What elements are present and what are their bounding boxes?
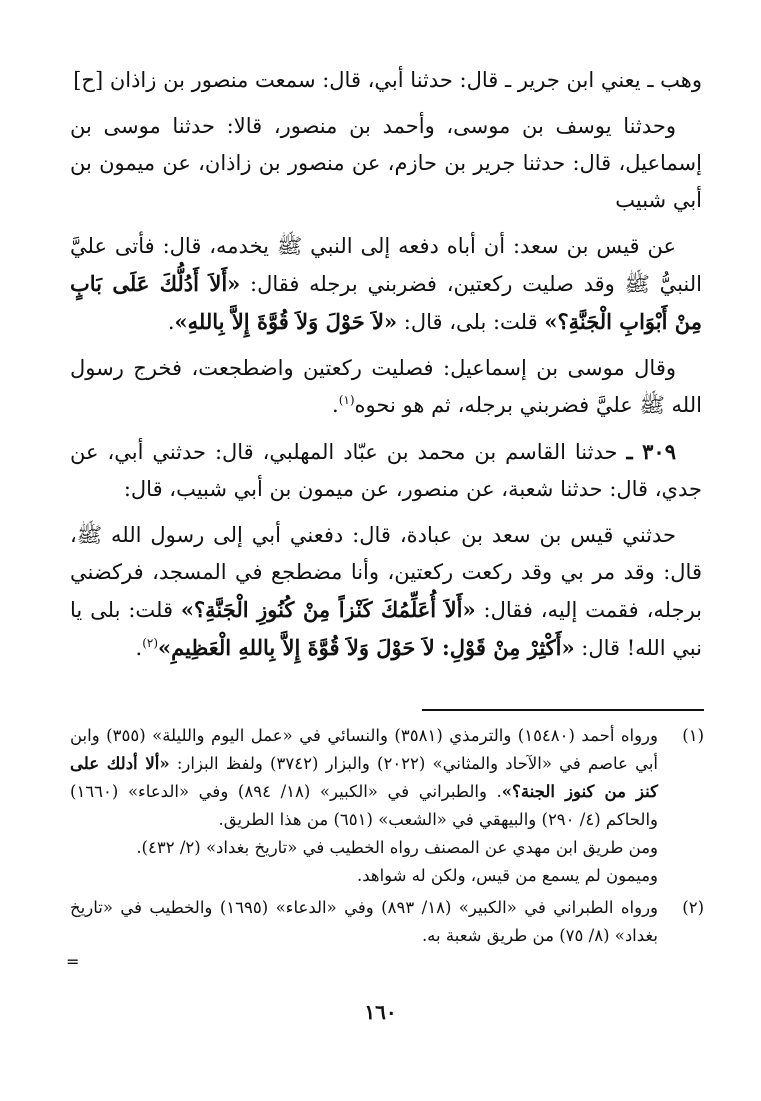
paragraph-chain-second: وحدثنا يوسف بن موسى، وأحمد بن منصور، قالا: حدثنا موسى بن إسماعيل، قال: حدثنا جرير بن حازم، عن منصور بن زاذان، عن ميمون بن أبي شبيب <box>70 114 702 212</box>
paragraph-hadith-text: عن قيس بن سعد: أن أباه دفعه إلى النبي ﷺ يخدمه، قال: فأتى عليَّ النبيُّ ﷺ وقد صليت ركعتين، فضربني برجله فقال: «أَلاَ أَدُلُّكَ عَلَى بَابٍ مِنْ أَبْوَابِ الْجَنَّةِ؟» قلت: بلى، قال: «لاَ حَوْلَ وَلاَ قُوَّةَ إِلاَّ بِاللهِ». <box>70 234 702 334</box>
footnote-body: ورواه أحمد (١٥٤٨٠) والترمذي (٣٥٨١) والنسائي في «عمل اليوم والليلة» (٣٥٥) وابن أبي عاصم في «الآحاد والمثاني» (٢٠٢٢) والبزار (٣٧٤٢) ولفظ البزار: «ألا أدلك على كنز من كنوز الجنة؟». والطبراني في «الكبير» (١٨/ ٨٩٤) وفي «الدعاء» (١٦٦٠) والحاكم (٤/ ٢٩٠) والبيهقي في «الشعب» (٦٥١) من هذا الطريق. ومن طريق ابن مهدي عن المصنف رواه الخطيب في «تاريخ بغداد» (٢/ ٤٣٢). وميمون لم يسمع من قيس، ولكن له شواهد. <box>70 726 659 885</box>
main-text <box>70 62 702 676</box>
footnote-number: (١) <box>682 726 704 745</box>
prophetic-quote: «لاَ حَوْلَ وَلاَ قُوَّةَ إِلاَّ بِاللهِ» <box>174 309 398 334</box>
hadith-number: ٣٠٩ ـ <box>626 439 676 464</box>
footnotes <box>70 722 704 954</box>
page-number: ١٦٠ <box>364 1000 397 1024</box>
footnote-body: ورواه الطبراني في «الكبير» (١٨/ ٨٩٣) وفي «الدعاء» (١٦٩٥) والخطيب في «تاريخ بغداد» (٨/ ٧٥) من طريق شعبة به. <box>70 898 659 945</box>
footnote-ref[interactable]: (٢) <box>142 636 159 650</box>
footnote-ref[interactable]: (١) <box>338 393 355 407</box>
prophetic-quote: «أَلاَ أَدُلُّكَ عَلَى بَابٍ مِنْ أَبْوَابِ الْجَنَّةِ؟» <box>70 271 702 334</box>
footnote-2 <box>70 894 704 950</box>
footnote-divider <box>422 709 704 711</box>
footnote-number: (٢) <box>682 898 704 917</box>
prophetic-quote: «أَلاَ أُعَلِّمُكَ كَنْزاً مِنْ كُنُوزِ الْجَنَّةِ؟» <box>180 597 476 622</box>
prophetic-quote: «أَكْثِرْ مِنْ قَوْلِ: لاَ حَوْلَ وَلاَ قُوَّةَ إِلاَّ بِاللهِ الْعَظِيمِ» <box>158 635 575 660</box>
continuation-mark: = <box>66 952 80 971</box>
paragraph-chain-start: وهب ـ يعني ابن جرير ـ قال: حدثنا أبي، قال: سمعت منصور بن زاذان [ح] <box>73 68 702 92</box>
footnote-1 <box>70 722 704 890</box>
paragraph-variant: وقال موسى بن إسماعيل: فصليت ركعتين واضطجعت، فخرج رسول الله ﷺ عليَّ فضربني برجله، ثم هو نحوه$^{(١)}$. <box>70 356 702 417</box>
paragraph-hadith-309-text: حدثني قيس بن سعد بن عبادة، قال: دفعني أبي إلى رسول الله ﷺ، قال: وقد مر بي وقد ركعت ركعتين، وأنا مضطجع في المسجد، فركضني برجله، فقمت إليه، فقال: «أَلاَ أُعَلِّمُكَ كَنْزاً مِنْ كُنُوزِ الْجَنَّةِ؟» قلت: بلى يا نبي الله! قال: «أَكْثِرْ مِنْ قَوْلِ: لاَ حَوْلَ وَلاَ قُوَّةَ إِلاَّ بِاللهِ الْعَظِيمِ»$^{(٢)}$. <box>70 523 702 660</box>
paragraph-hadith-309: ٣٠٩ ـ حدثنا القاسم بن محمد بن عبّاد المهلبي، قال: حدثني أبي، عن جدي، قال: حدثنا شعبة، عن منصور، عن ميمون بن أبي شبيب، قال: <box>70 439 702 501</box>
